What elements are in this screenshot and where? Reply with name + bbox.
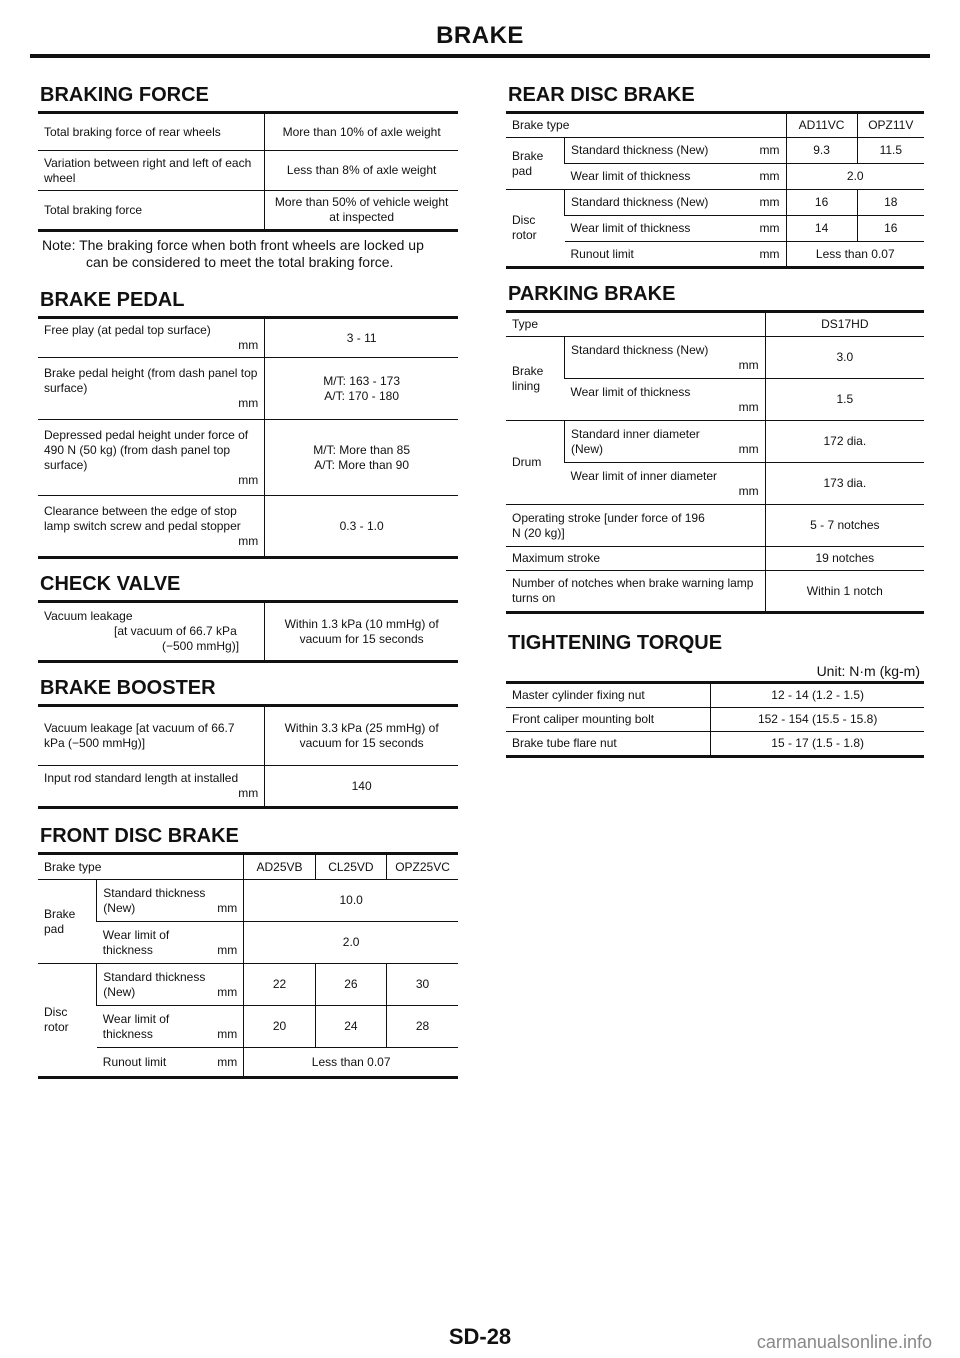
table-row <box>506 216 924 242</box>
pedal-label-cell <box>38 318 265 358</box>
row-label: Wear limit of thickness <box>570 221 691 235</box>
lining-std-label-cell <box>565 337 766 379</box>
pad-wear-value: 2.0 <box>244 922 458 964</box>
unit-label: mm <box>238 396 259 410</box>
parking-brake-section <box>506 283 924 614</box>
rotor-std-label-cell <box>565 190 787 216</box>
label-with-unit <box>571 221 780 236</box>
unit-label: mm <box>217 1026 238 1041</box>
pedal-label-cell <box>38 496 265 558</box>
drum-wear-value: 173 dia. <box>765 463 924 505</box>
table-row <box>506 113 924 138</box>
row-label: Number of notches when brake warning lamp turns on <box>512 576 754 605</box>
table-row <box>38 854 458 880</box>
left-column <box>38 84 458 1079</box>
braking-force-label: Total braking force <box>38 191 265 231</box>
note-line: Note: The braking force when both front wheels are locked up <box>42 237 424 253</box>
row-label: Wear limit of thickness <box>570 169 691 183</box>
booster-value: 140 <box>265 766 458 808</box>
rear-disc-brake-section <box>506 84 924 269</box>
unit-label: mm <box>759 221 780 235</box>
pedal-label: Clearance between the edge of stop lamp switch screw and pedal stopper <box>44 503 241 533</box>
front-disc-brake-section <box>38 825 458 1079</box>
rear-disc-brake-title: REAR DISC BRAKE <box>508 84 695 106</box>
pad-std-label-cell <box>565 138 787 164</box>
pad-wear-value: 2.0 <box>786 164 924 190</box>
front-disc-brake-table <box>38 852 458 1079</box>
front-disc-brake-title: FRONT DISC BRAKE <box>40 825 239 847</box>
label-with-unit <box>571 427 759 457</box>
braking-force-table <box>38 111 458 232</box>
table-row <box>38 1048 458 1078</box>
rotor-std-value: 22 <box>244 964 315 1006</box>
row-label: Runout limit <box>570 246 634 261</box>
model-header: AD25VB <box>244 854 315 880</box>
rotor-std-value: 16 <box>786 190 857 216</box>
right-column <box>506 84 924 758</box>
lining-wear-label-cell <box>565 379 766 421</box>
braking-force-title: BRAKING FORCE <box>40 84 209 106</box>
table-row <box>506 421 924 463</box>
braking-force-label: Total braking force of rear wheels <box>38 113 265 151</box>
lining-std-value: 3.0 <box>765 337 924 379</box>
model-header: OPZ11V <box>857 113 924 138</box>
label-with-unit <box>103 928 238 958</box>
table-row <box>38 496 458 558</box>
row-label: Standard inner diameter (New) <box>571 426 700 456</box>
brake-booster-section <box>38 677 458 809</box>
table-row <box>506 463 924 505</box>
unit-label: mm <box>217 984 238 999</box>
table-row <box>506 505 924 547</box>
table-row <box>506 337 924 379</box>
pad-wear-label-cell <box>97 922 244 964</box>
torque-value: 15 - 17 (1.5 - 1.8) <box>711 732 924 757</box>
unit-label: mm <box>217 900 238 915</box>
unit-label: mm <box>238 472 259 487</box>
table-row <box>38 706 458 766</box>
drum-std-value: 172 dia. <box>765 421 924 463</box>
unit-label: mm <box>738 441 759 456</box>
table-row <box>506 683 924 708</box>
table-row <box>506 312 924 337</box>
table-row <box>38 113 458 151</box>
table-row <box>506 190 924 216</box>
rotor-wear-value: 24 <box>315 1006 386 1048</box>
unit-label: mm <box>238 338 259 352</box>
rotor-group-label: Disc rotor <box>38 964 97 1078</box>
pad-std-value: 10.0 <box>244 880 458 922</box>
rotor-wear-label-cell <box>565 216 787 242</box>
table-row <box>506 379 924 421</box>
page-number: SD-28 <box>448 1324 512 1349</box>
check-valve-title: CHECK VALVE <box>40 573 181 595</box>
rotor-wear-value: 16 <box>857 216 924 242</box>
torque-label: Brake tube flare nut <box>506 732 711 757</box>
row-label: Standard thickness (New) <box>103 969 206 999</box>
rotor-group-label: Disc rotor <box>506 190 565 268</box>
label-with-unit <box>103 886 237 916</box>
unit-label: mm <box>759 169 780 183</box>
torque-label: Front caliper mounting bolt <box>506 708 711 732</box>
table-row <box>506 164 924 190</box>
booster-value: Within 3.3 kPa (25 mmHg) of vacuum for 15 seconds <box>265 706 458 766</box>
runout-value: Less than 0.07 <box>786 242 924 268</box>
table-row <box>506 547 924 571</box>
model-header: OPZ25VC <box>387 854 458 880</box>
booster-label: Input rod standard length at installed <box>44 771 239 785</box>
braking-force-value: Less than 8% of axle weight <box>265 151 458 191</box>
check-valve-label: (−500 mmHg)] <box>162 639 240 653</box>
check-valve-label: [at vacuum of 66.7 kPa <box>114 624 237 638</box>
brake-pedal-table <box>38 316 458 559</box>
warning-notches-value: Within 1 notch <box>765 571 924 613</box>
pad-std-value: 11.5 <box>857 138 924 164</box>
table-row <box>38 922 458 964</box>
unit-label: mm <box>238 533 259 548</box>
unit-label: mm <box>738 483 759 498</box>
table-row <box>38 602 458 662</box>
tightening-torque-title: TIGHTENING TORQUE <box>508 632 723 654</box>
lining-group-label: Brake lining <box>506 337 565 421</box>
label-with-unit <box>571 195 780 210</box>
model-header: CL25VD <box>315 854 386 880</box>
booster-label-cell <box>38 766 265 808</box>
table-row <box>38 964 458 1006</box>
pedal-label: Depressed pedal height under force of 490 N (50 kg) (from dash panel top surface) <box>44 427 249 472</box>
check-valve-table <box>38 600 458 663</box>
pedal-value-at: A/T: More than 90 <box>314 457 409 472</box>
model-header: AD11VC <box>786 113 857 138</box>
table-row <box>38 318 458 358</box>
rotor-std-value: 18 <box>857 190 924 216</box>
rotor-wear-value: 28 <box>387 1006 458 1048</box>
pedal-value: 0.3 - 1.0 <box>265 496 458 558</box>
tightening-torque-section <box>506 632 924 758</box>
operating-stroke-label <box>506 505 765 547</box>
runout-label-cell <box>97 1048 244 1078</box>
row-label: Standard thickness (New) <box>103 885 206 915</box>
rotor-wear-value: 14 <box>786 216 857 242</box>
rotor-std-value: 26 <box>315 964 386 1006</box>
rotor-std-value: 30 <box>387 964 458 1006</box>
drum-group-label: Drum <box>506 421 565 505</box>
warning-notches-label <box>506 571 765 613</box>
row-label: Wear limit of inner diameter <box>570 468 718 483</box>
braking-force-note <box>42 237 458 271</box>
brake-pedal-title: BRAKE PEDAL <box>40 289 185 311</box>
drum-wear-label-cell <box>565 463 766 505</box>
table-row <box>38 358 458 420</box>
row-label: Standard thickness (New) <box>571 143 709 157</box>
drum-std-label-cell <box>565 421 766 463</box>
check-valve-value: Within 1.3 kPa (10 mmHg) of vacuum for 15 seconds <box>265 602 458 662</box>
brake-type-label: Brake type <box>38 854 244 880</box>
unit-label: mm <box>217 942 238 957</box>
unit-label: mm <box>238 786 259 800</box>
page-title: BRAKE <box>436 22 524 49</box>
label-with-unit <box>103 970 237 1000</box>
unit-label: mm <box>738 399 759 414</box>
rear-disc-brake-table <box>506 111 924 269</box>
pad-std-label-cell <box>97 880 244 922</box>
label-with-unit <box>571 143 780 158</box>
brake-booster-table <box>38 704 458 809</box>
braking-force-label: Variation between right and left of each wheel <box>38 151 265 191</box>
row-label: Standard thickness (New) <box>571 195 709 209</box>
unit-label: mm <box>217 1054 238 1069</box>
max-stroke-label: Maximum stroke <box>506 547 765 571</box>
table-row <box>38 151 458 191</box>
braking-force-value: More than 50% of vehicle weight at inspected <box>265 191 458 231</box>
pedal-label-cell <box>38 358 265 420</box>
table-row <box>38 766 458 808</box>
unit-label: mm <box>738 357 759 372</box>
watermark: carmanualsonline.info <box>756 1332 932 1352</box>
brake-booster-title: BRAKE BOOSTER <box>40 677 216 699</box>
torque-unit: Unit: N·m (kg-m) <box>816 663 920 679</box>
rotor-wear-value: 20 <box>244 1006 315 1048</box>
pedal-value-mt: M/T: More than 85 <box>313 442 410 457</box>
type-label: Type <box>506 312 765 337</box>
pedal-label-cell <box>38 420 265 496</box>
tightening-torque-table <box>506 681 924 758</box>
rotor-wear-label-cell <box>97 1006 244 1048</box>
runout-label-cell <box>565 242 787 268</box>
lining-wear-value: 1.5 <box>765 379 924 421</box>
pad-group-label: Brake pad <box>506 138 565 190</box>
booster-label: Vacuum leakage [at vacuum of 66.7 kPa (−500 mmHg)] <box>38 706 265 766</box>
table-row <box>506 732 924 757</box>
check-valve-label: Vacuum leakage <box>44 609 133 623</box>
table-row <box>38 191 458 231</box>
parking-brake-title: PARKING BRAKE <box>508 283 676 305</box>
table-row <box>506 138 924 164</box>
pedal-label: Free play (at pedal top surface) <box>44 323 211 337</box>
unit-label: mm <box>759 195 780 209</box>
braking-force-section <box>38 84 458 271</box>
check-valve-section <box>38 573 458 663</box>
type-value: DS17HD <box>765 312 924 337</box>
row-label: Wear limit of thickness <box>102 1011 170 1041</box>
table-row <box>38 880 458 922</box>
check-valve-label-cell <box>38 602 265 662</box>
brake-pedal-section <box>38 289 458 559</box>
rotor-std-label-cell <box>97 964 244 1006</box>
torque-value: 12 - 14 (1.2 - 1.5) <box>711 683 924 708</box>
pedal-value-mt: M/T: 163 - 173 <box>323 373 400 388</box>
pedal-value-cell <box>265 358 458 420</box>
table-row <box>506 571 924 613</box>
row-label: Operating stroke [under force of 196 N (20 kg)] <box>512 510 705 540</box>
label-with-unit <box>571 169 780 184</box>
parking-brake-table <box>506 310 924 614</box>
operating-stroke-value: 5 - 7 notches <box>765 505 924 547</box>
pad-group-label: Brake pad <box>38 880 97 964</box>
pedal-value-at: A/T: 170 - 180 <box>324 388 399 403</box>
torque-label: Master cylinder fixing nut <box>506 683 711 708</box>
pedal-value-cell <box>265 420 458 496</box>
runout-value: Less than 0.07 <box>244 1048 458 1078</box>
pedal-label: Brake pedal height (from dash panel top surface) <box>44 366 258 395</box>
pad-std-value: 9.3 <box>786 138 857 164</box>
unit-label: mm <box>759 246 780 261</box>
label-with-unit <box>103 1055 238 1070</box>
row-label: Runout limit <box>102 1054 167 1069</box>
torque-value: 152 - 154 (15.5 - 15.8) <box>711 708 924 732</box>
table-row <box>506 708 924 732</box>
table-row <box>38 420 458 496</box>
braking-force-value: More than 10% of axle weight <box>265 113 458 151</box>
pad-wear-label-cell <box>565 164 787 190</box>
row-label: Wear limit of thickness <box>570 384 691 399</box>
label-with-unit <box>571 247 780 262</box>
max-stroke-value: 19 notches <box>765 547 924 571</box>
title-rule <box>30 54 930 58</box>
unit-label: mm <box>759 143 780 157</box>
table-row <box>506 242 924 268</box>
pedal-value: 3 - 11 <box>265 318 458 358</box>
table-row <box>38 1006 458 1048</box>
row-label: Wear limit of thickness <box>102 927 170 957</box>
label-with-unit <box>103 1012 238 1042</box>
brake-type-label: Brake type <box>506 113 786 138</box>
note-line: can be considered to meet the total braking force. <box>86 254 394 270</box>
row-label: Standard thickness (New) <box>571 342 709 357</box>
